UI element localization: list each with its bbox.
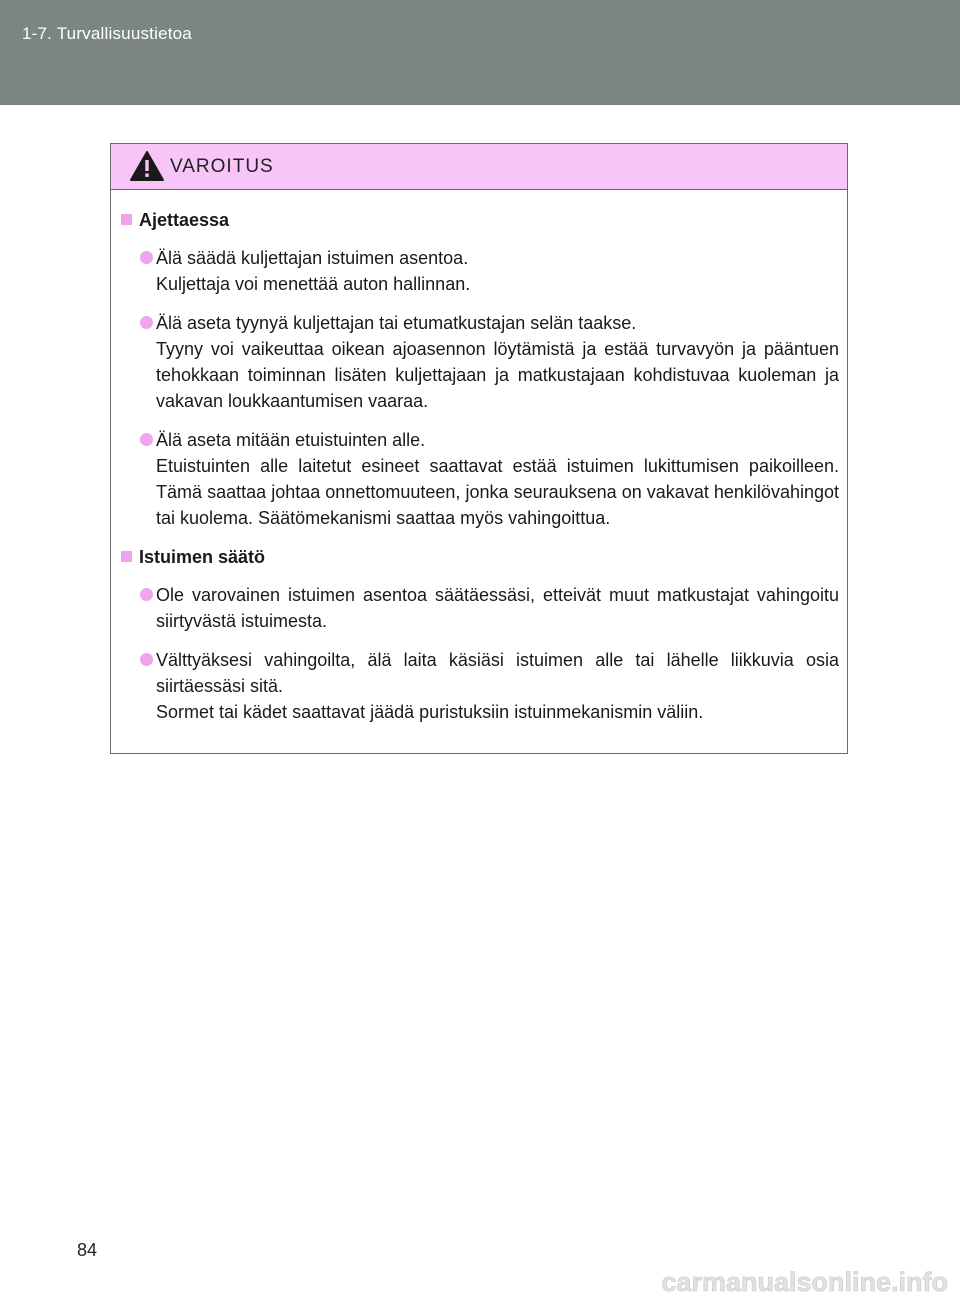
item-line: Älä aseta tyynyä kuljettajan tai etumatkustajan selän taakse. <box>156 313 637 333</box>
circle-bullet-icon <box>140 653 153 666</box>
warning-header <box>111 144 847 190</box>
section-heading <box>119 544 839 570</box>
item-line: Älä säädä kuljettajan istuimen asentoa. <box>156 248 469 268</box>
item-line: Tyyny voi vaikeuttaa oikean ajoasennon löytämistä ja estää turvavyön ja pääntuen tehokkaan toiminnan lisäten kuljettajaan ja matkustajaan kohdistuvaa kuoleman ja vakavan loukkaantumisen vaaraa. <box>156 339 839 411</box>
warning-title: VAROITUS <box>170 156 274 177</box>
list-item <box>119 582 839 634</box>
item-line: Älä aseta mitään etuistuinten alle. <box>156 430 426 450</box>
circle-bullet-icon <box>140 588 153 601</box>
svg-text:carmanualsonline.info: carmanualsonline.info <box>661 1267 948 1297</box>
circle-bullet-icon <box>140 433 153 446</box>
section-heading-text: Ajettaessa <box>139 210 230 230</box>
warning-body <box>111 190 847 725</box>
warning-box <box>110 143 848 754</box>
list-item <box>119 245 839 297</box>
section-heading <box>119 207 839 233</box>
item-line: Ole varovainen istuimen asentoa säätäessäsi, etteivät muut matkustajat vahingoitu siirtyvästä istuimesta. <box>156 585 839 631</box>
list-item <box>119 647 839 725</box>
warning-triangle-icon <box>129 150 165 182</box>
circle-bullet-icon <box>140 316 153 329</box>
section-heading-text: Istuimen säätö <box>139 547 266 567</box>
square-bullet-icon <box>121 214 132 225</box>
item-line: Sormet tai kädet saattavat jäädä puristuksiin istuinmekanismin väliin. <box>156 702 704 722</box>
circle-bullet-icon <box>140 251 153 264</box>
watermark-logo <box>0 1266 960 1299</box>
item-line: Etuistuinten alle laitetut esineet saattavat estää istuimen lukittumisen paikoilleen. Tämä saattaa johtaa onnettomuuteen, jonka seurauksena on vakavat henkilövahingot tai kuolema. Säätömekanismi saattaa myös vahingoittua. <box>156 456 839 528</box>
item-line: Kuljettaja voi menettää auton hallinnan. <box>156 274 471 294</box>
item-line: Välttyäksesi vahingoilta, älä laita käsiäsi istuimen alle tai lähelle liikkuvia osia siirtäessäsi sitä. <box>156 650 839 696</box>
square-bullet-icon <box>121 551 132 562</box>
page-number: 84 <box>77 1240 98 1260</box>
list-item <box>119 427 839 531</box>
list-item <box>119 310 839 414</box>
section-title: 1-7. Turvallisuustietoa <box>22 24 192 43</box>
header-bar <box>0 0 960 105</box>
